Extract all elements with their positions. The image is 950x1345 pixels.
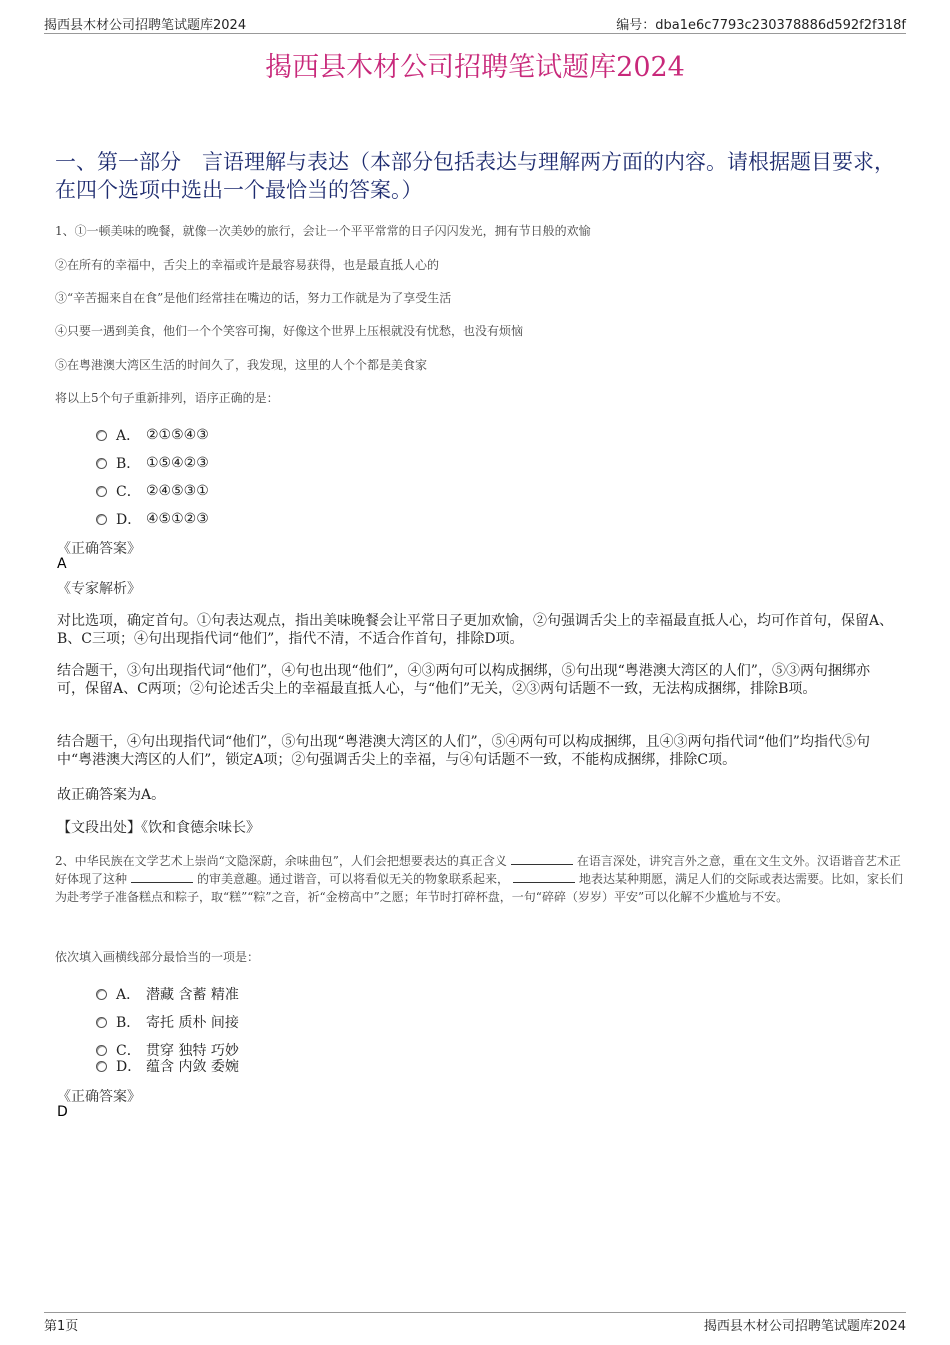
header-divider <box>44 33 906 34</box>
q2-option-d[interactable] <box>96 1056 239 1076</box>
option-text: ②④⑤③① <box>146 483 209 499</box>
option-text: 贯穿 独特 巧妙 <box>146 1043 239 1059</box>
option-letter: B． <box>116 456 141 472</box>
option-text: ②①⑤④③ <box>146 427 209 443</box>
blank-line-1 <box>511 854 573 865</box>
option-text: 蕴含 内敛 委婉 <box>146 1059 239 1075</box>
q2-prompt: 依次填入画横线部分最恰当的一项是： <box>55 950 260 964</box>
radio-icon[interactable] <box>96 514 107 525</box>
blank-line-3 <box>513 872 575 883</box>
q1-answer-value: A <box>57 556 67 572</box>
option-text: ④⑤①②③ <box>146 511 209 527</box>
radio-icon[interactable] <box>96 989 107 1000</box>
option-letter: D． <box>116 1059 142 1075</box>
q1-source: 【文段出处】《饮和食德余味长》 <box>57 820 260 836</box>
q1-analysis-para-1: 对比选项，确定首句。①句表达观点，指出美味晚餐会让平常日子更加欢愉，②句强调舌尖上的幸福最直抵人心，均可作首句，保留A、B、C三项；④句出现指代词“他们”，指代不清，不适合作首句，排除D项。 <box>57 613 894 647</box>
q1-analysis-para-2: 结合题干，③句出现指代词“他们”，④句也出现“他们”，④③两句可以构成捆绑，⑤句出现“粤港澳大湾区的人们”，⑤③两句捆绑亦可，保留A、C两项；②句论述舌尖上的幸福最直抵人心，与“他们”无关，②③两句话题不一致，无法构成捆绑，排除B项。 <box>57 663 870 697</box>
blank-line-2 <box>131 872 193 883</box>
footer-divider <box>44 1312 906 1313</box>
q1-analysis-label: 《专家解析》 <box>57 581 141 597</box>
option-letter: A． <box>116 987 141 1003</box>
q2-passage <box>55 852 905 906</box>
option-text: 寄托 质朴 间接 <box>146 1015 239 1031</box>
q1-sentence-4: ④只要一遇到美食，他们一个个笑容可掬，好像这个世界上压根就没有忧愁，也没有烦恼 <box>55 324 524 338</box>
q2-option-a[interactable] <box>96 984 239 1004</box>
q2-answer-label: 《正确答案》 <box>57 1089 141 1105</box>
q1-option-c[interactable] <box>96 481 209 501</box>
header-doc-title: 揭西县木材公司招聘笔试题库2024 <box>44 18 247 33</box>
q1-option-b[interactable] <box>96 453 209 473</box>
option-text: 潜藏 含蓄 精准 <box>146 987 239 1003</box>
option-letter: D． <box>116 512 142 528</box>
option-letter: C． <box>116 484 141 500</box>
footer-doc-title: 揭西县木材公司招聘笔试题库2024 <box>703 1319 906 1334</box>
section-heading: 一、第一部分 言语理解与表达（本部分包括表达与理解两方面的内容。请根据题目要求，在四个选项中选出一个最恰当的答案。） <box>55 150 895 202</box>
radio-icon[interactable] <box>96 458 107 469</box>
radio-icon[interactable] <box>96 1061 107 1072</box>
q1-option-a[interactable] <box>96 425 209 445</box>
radio-icon[interactable] <box>96 1017 107 1028</box>
q2-passage-part-4: 地表达某种期愿，满足人们的交际或表达需要。比如，家长们为赴考学子准备糕点和粽子，取“糕”“粽”之音，祈“金榜高中”之愿；年节时打碎杯盘，一句“碎碎（岁岁）平安”可以化解不少尴尬与不安。 <box>55 872 904 904</box>
q2-passage-part-3: 的审美意趣。通过谐音，可以将看似无关的物象联系起来， <box>197 872 510 886</box>
page-number: 第1页 <box>44 1319 79 1334</box>
radio-icon[interactable] <box>96 430 107 441</box>
q1-sentence-3: ③“辛苦掘来自在食”是他们经常挂在嘴边的话，努力工作就是为了享受生活 <box>55 291 452 305</box>
q2-answer-value: D <box>57 1104 68 1120</box>
option-letter: B． <box>116 1015 141 1031</box>
q2-option-b[interactable] <box>96 1012 239 1032</box>
q1-conclusion: 故正确答案为A。 <box>57 787 166 803</box>
header-doc-id: 编号：dba1e6c7793c230378886d592f2f318f <box>616 18 906 33</box>
q1-sentence-1: 1、①一顿美味的晚餐，就像一次美妙的旅行，会让一个平平常常的日子闪闪发光，拥有节日般的欢愉 <box>55 224 591 238</box>
q2-passage-part-2: 在语言深处，讲究言外之意，重在文生文外。汉语谐音艺术正好体现了这种 <box>55 854 901 886</box>
q1-analysis-para-3: 结合题干，④句出现指代词“他们”，⑤句出现“粤港澳大湾区的人们”，⑤④两句可以构成捆绑，且④③两句指代词“他们”均指代⑤句中“粤港澳大湾区的人们”，锁定A项；②句强调舌尖上的幸福，与④句话题不一致，不能构成捆绑，排除C项。 <box>57 734 870 768</box>
option-text: ①⑤④②③ <box>146 455 209 471</box>
radio-icon[interactable] <box>96 1045 107 1056</box>
option-letter: C． <box>116 1043 141 1059</box>
q1-prompt: 将以上5个句子重新排列，语序正确的是： <box>55 391 279 405</box>
q1-sentence-2: ②在所有的幸福中，舌尖上的幸福或许是最容易获得，也是最直抵人心的 <box>55 258 440 272</box>
q2-passage-part-1: 2、中华民族在文学艺术上崇尚“文隐深蔚，余味曲包”，人们会把想要表达的真正含义 <box>55 854 507 868</box>
q1-answer-label: 《正确答案》 <box>57 541 141 557</box>
radio-icon[interactable] <box>96 486 107 497</box>
q1-option-d[interactable] <box>96 509 209 529</box>
page-title: 揭西县木材公司招聘笔试题库2024 <box>265 52 685 83</box>
option-letter: A． <box>116 428 141 444</box>
q1-sentence-5: ⑤在粤港澳大湾区生活的时间久了，我发现，这里的人个个都是美食家 <box>55 358 428 372</box>
